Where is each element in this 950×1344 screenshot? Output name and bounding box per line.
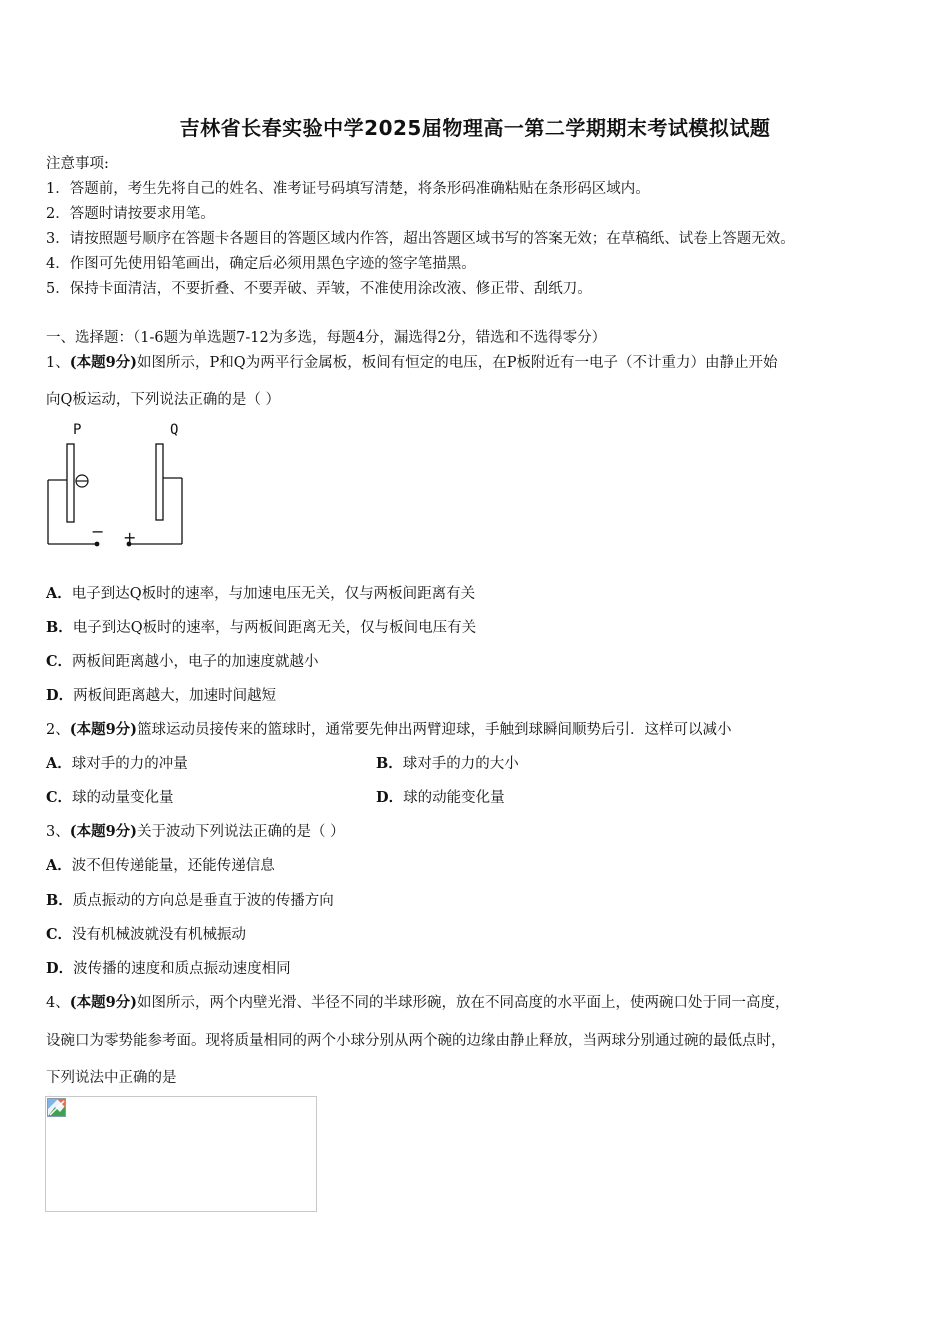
q3-option-c [46,923,246,944]
option-key: C． [46,653,73,670]
q2-option-d [376,786,505,807]
question-1-number: 1、 [46,355,70,371]
capacitor-circuit-figure [40,418,190,553]
q1-option-a [46,582,475,603]
option-key: B． [46,619,73,636]
question-3-stem [46,820,345,841]
option-text: 电子到达Q板时的速率，与加速电压无关，仅与两板间距离有关 [71,586,476,602]
q1-option-d [46,684,276,705]
option-key: D． [376,789,404,806]
broken-image-icon [47,1098,67,1118]
question-4-stem-line2: 设碗口为零势能参考面。现将质量相同的两个小球分别从两个碗的边缘由静止释放，当两球分别通过碗的最低点时， [46,1033,786,1049]
section-heading: 一、选择题：（1-6题为单选题7-12为多选，每题4分，漏选得2分，错选和不选得零分） [46,330,607,346]
question-1-stem [46,351,777,372]
question-2-number: 2、 [46,722,70,738]
q3-option-b [46,889,334,910]
plate-q-label: Q [170,422,179,438]
minus-sign: − [91,522,105,541]
notice-item-3: 3．请按照题号顺序在答题卡各题目的答题区域内作答，超出答题区域书写的答案无效；在草稿纸、试卷上答题无效。 [46,231,795,247]
option-key: A． [46,755,72,772]
option-key: B． [46,892,73,909]
question-2-stem [46,718,732,739]
question-1-score: (本题9分) [69,354,138,371]
question-2-score: (本题9分) [69,721,138,738]
negative-terminal [95,542,100,547]
question-4-stem-line1: 如图所示，两个内壁光滑、半径不同的半球形碗，放在不同高度的水平面上，使两碗口处于同一高度， [137,995,790,1011]
option-key: C． [46,789,73,806]
notice-item-2: 2．答题时请按要求用笔。 [46,206,215,222]
option-text: 波不但传递能量，还能传递信息 [71,858,275,874]
question-3-stem-text: 关于波动下列说法正确的是（ ） [137,824,345,840]
option-text: 两板间距离越大，加速时间越短 [73,688,277,704]
q2-option-c [46,786,174,807]
question-1-stem-line2: 向Q板运动，下列说法正确的是（ ） [46,392,280,408]
question-2-stem-text: 篮球运动员接传来的篮球时，通常要先伸出两臂迎球，手触到球瞬间顺势后引．这样可以减小 [137,722,732,738]
q3-option-a [46,854,275,875]
option-text: 波传播的速度和质点振动速度相同 [73,961,291,977]
q2-option-b [376,752,519,773]
option-text: 质点振动的方向总是垂直于波的传播方向 [72,893,334,909]
option-key: A． [46,585,72,602]
q1-option-b [46,616,476,637]
question-4-number: 4、 [46,995,70,1011]
plate-q [156,444,163,520]
option-text: 电子到达Q板时的速率，与两板间距离无关，仅与板间电压有关 [72,620,477,636]
page-title: 吉林省长春实验中学2025届物理高一第二学期期末考试模拟试题 [179,116,771,140]
notice-item-4: 4．作图可先使用铅笔画出，确定后必须用黑色字迹的签字笔描黑。 [46,256,476,272]
q2-option-a [46,752,188,773]
question-4-stem [46,991,790,1012]
question-3-number: 3、 [46,824,70,840]
notice-item-1: 1．答题前，考生先将自己的姓名、准考证号码填写清楚，将条形码准确粘贴在条形码区域内。 [46,181,650,197]
missing-figure-placeholder [45,1096,317,1212]
q1-option-c [46,650,319,671]
plate-p-label: P [73,422,82,438]
option-key: C． [46,926,73,943]
question-1-stem-line1: 如图所示，P和Q为两平行金属板，板间有恒定的电压，在P板附近有一电子（不计重力）由静止开始 [137,355,778,371]
notice-item-5: 5．保持卡面清洁，不要折叠、不要弄破、弄皱，不准使用涂改液、修正带、刮纸刀。 [46,281,592,297]
option-key: D． [46,960,74,977]
notice-heading: 注意事项: [46,156,109,172]
option-text: 球的动能变化量 [403,790,505,806]
q3-option-d [46,957,291,978]
plus-sign: + [123,528,137,547]
option-text: 球的动量变化量 [72,790,174,806]
option-text: 没有机械波就没有机械振动 [72,927,247,943]
option-text: 球对手的力的大小 [402,756,519,772]
question-4-score: (本题9分) [69,994,138,1011]
option-key: D． [46,687,74,704]
option-key: A． [46,857,72,874]
option-text: 球对手的力的冲量 [71,756,188,772]
plate-p [67,444,74,522]
question-3-score: (本题9分) [69,823,138,840]
option-key: B． [376,755,403,772]
option-text: 两板间距离越小，电子的加速度就越小 [72,654,319,670]
question-4-stem-line3: 下列说法中正确的是 [46,1070,177,1086]
